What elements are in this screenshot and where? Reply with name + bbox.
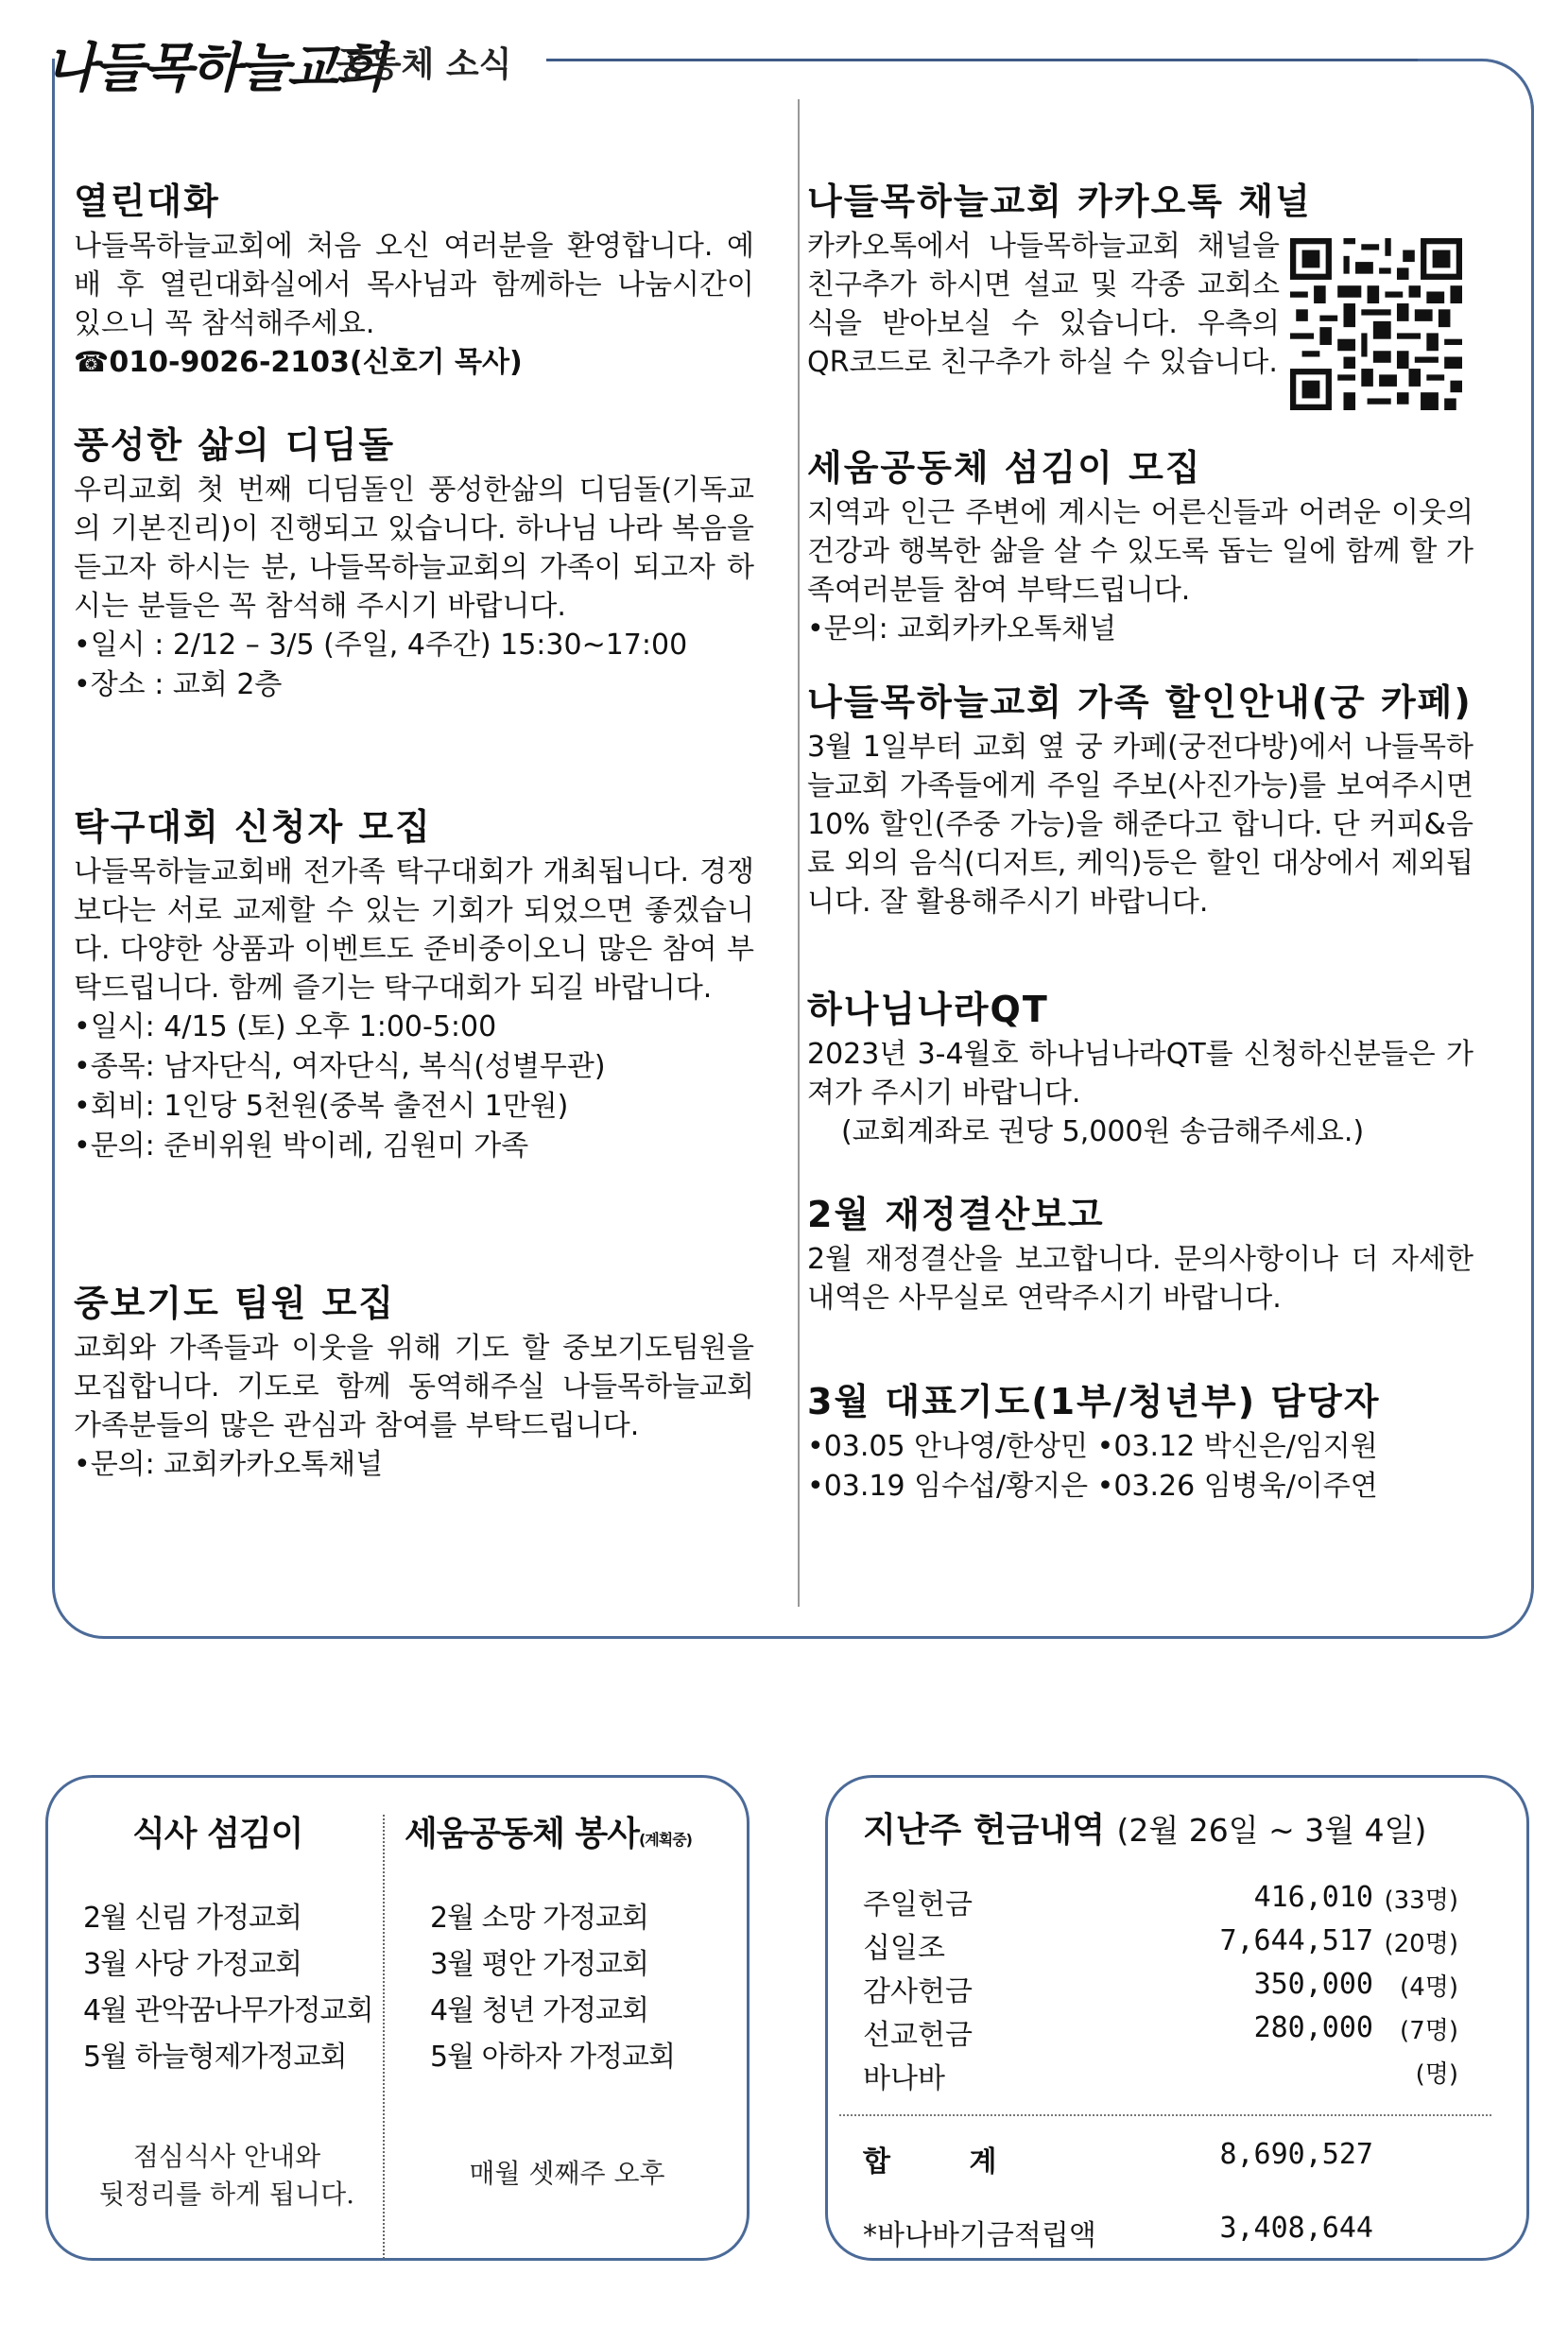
box-divider — [383, 1815, 385, 2259]
bullet-item: •문의: 교회카카오톡채널 — [807, 612, 1117, 646]
bullet-item: •일시: 4/15 (토) 오후 1:00-5:00 — [74, 1010, 497, 1043]
section-body: 교회와 가족들과 이웃을 위해 기도 할 중보기도팀원을 모집합니다. 기도로 함께 동역해주실 나들목하늘교회 가족분들의 많은 관심과 참여를 부탁드립니다. — [74, 1332, 754, 1442]
total-label: 합 계 — [863, 2145, 997, 2179]
section-open-talk — [74, 180, 754, 383]
section-body: 카카오톡에서 나들목하늘교회 채널을 친구추가 하시면 설교 및 각종 교회소식을 받아보실 수 있습니다. 우측의 QR코드로 친구추가 하실 수 있습니다. — [807, 230, 1280, 379]
section-cafe-discount — [807, 681, 1473, 922]
section-body: 2023년 3-4월호 하나님나라QT를 신청하신분들은 가져가 주시기 바랍니다. — [807, 1038, 1473, 1110]
meal-list — [83, 1895, 372, 2080]
bullet-item: •장소 : 교회 2층 — [74, 668, 283, 701]
section-body: 3월 1일부터 교회 옆 궁 카페(궁전다방)에서 나들목하늘교회 가족들에게 주일 주보(사진가능)를 보여주시면10% 할인(주중 가능)을 해준다고 합니다. 단 커피&음료 외의 음식(디저트, 케익)등은 할인 대상에서 제외됩니다. 잘 활용해주시기 바랍니다. — [807, 731, 1473, 919]
service-title-small: (계획중) — [638, 1831, 692, 1849]
bullet-item: •문의: 준비위원 박이레, 김원미 가족 — [74, 1129, 529, 1163]
bullet-item: •일시 : 2/12 – 3/5 (주일, 4주간) 15:30~17:00 — [74, 629, 688, 662]
meal-note — [85, 2138, 369, 2214]
offering-period: (2월 26일 ~ 3월 4일) — [1116, 1812, 1427, 1849]
section-title: 2월 재정결산보고 — [807, 1194, 1105, 1235]
header-subtitle: 공동체 소식 — [336, 45, 512, 84]
offering-row — [863, 1924, 1506, 1968]
section-table-tennis — [74, 805, 754, 1166]
note-line: 점심식사 안내와 — [132, 2141, 321, 2172]
section-title: 중보기도 팀원 모집 — [74, 1283, 396, 1324]
row-value: 416,010 — [1253, 1881, 1373, 1914]
row-count: (20명) — [1384, 1930, 1458, 1958]
offering-title-text: 지난주 헌금내역 — [863, 1811, 1105, 1850]
row-name: 주일헌금 — [863, 1888, 973, 1921]
section-title: 세움공동체 섬김이 모집 — [807, 447, 1202, 489]
section-title: 하나님나라QT — [807, 989, 1049, 1030]
section-title: 열린대화 — [74, 181, 220, 222]
section-body: 우리교회 첫 번째 디딤돌인 풍성한삶의 디딤돌(기독교의 기본진리)이 진행되고 있습니다. 하나님 나라 복음을 듣고자 하시는 분, 나들목하늘교회의 가족이 되고자 하시는 분들은 꼭 참석해 주시기 바랍니다. — [74, 474, 754, 623]
meal-title: 식사 섬김이 — [132, 1815, 303, 1853]
offering-row — [863, 1881, 1506, 1924]
offering-total-row — [863, 2138, 1506, 2181]
section-title: 나들목하늘교회 가족 할인안내(궁 카페) — [807, 681, 1473, 723]
service-note: 매월 셋째주 오후 — [469, 2158, 665, 2189]
section-volunteer-recruit — [807, 446, 1473, 649]
contact-phone: ☎010-9026-2103(신호기 목사) — [74, 346, 523, 379]
section-body: 2월 재정결산을 보고합니다. 문의사항이나 더 자세한 내역은 사무실로 연락주시기 바랍니다. — [807, 1243, 1473, 1315]
list-item: 3월 평안 가정교회 — [430, 1948, 649, 1981]
offering-title — [863, 1803, 1426, 1852]
bullet-item: •03.19 임수섭/황지은 •03.26 임병욱/이주연 — [807, 1470, 1378, 1503]
section-body: 나들목하늘교회배 전가족 탁구대회가 개최됩니다. 경쟁보다는 서로 교제할 수 있는 기회가 되었으면 좋겠습니다. 다양한 상품과 이벤트도 준비중이오니 많은 참여 부탁드립니다. 함께 즐기는 탁구대회가 되길 바랍니다. — [74, 855, 754, 1005]
offering-row — [863, 1968, 1506, 2011]
row-value: 7,644,517 — [1219, 1924, 1373, 1957]
row-count: (7명) — [1400, 2017, 1458, 2045]
section-prayer-schedule — [807, 1380, 1473, 1507]
section-body: 지역과 인근 주변에 계시는 어른신들과 어려운 이웃의 건강과 행복한 삶을 살 수 있도록 돕는 일에 함께 할 가족여러분들 참여 부탁드립니다. — [807, 496, 1473, 607]
bullet-item: •03.05 안나영/한상민 •03.12 박신은/임지원 — [807, 1430, 1378, 1463]
list-item: 3월 사당 가정교회 — [83, 1948, 302, 1981]
service-list — [430, 1895, 675, 2080]
qr-code-icon[interactable] — [1290, 238, 1462, 410]
bullet-item: •회비: 1인당 5천원(중복 출전시 1만원) — [74, 1090, 569, 1123]
bullet-item: •종목: 남자단식, 여자단식, 복식(성별무관) — [74, 1050, 606, 1083]
note-line: 뒷정리를 하게 됩니다. — [98, 2179, 355, 2210]
offering-row — [863, 2011, 1506, 2055]
list-item: 4월 관악꿈나무가정교회 — [83, 1994, 373, 2027]
row-count: (33명) — [1384, 1886, 1458, 1915]
column-divider — [798, 99, 800, 1607]
list-item: 5월 하늘형제가정교회 — [83, 2041, 347, 2074]
row-count: (4명) — [1400, 1973, 1458, 2002]
section-finance-report — [807, 1193, 1473, 1318]
offering-fund-row — [863, 2212, 1506, 2255]
section-title: 나들목하늘교회 카카오톡 채널 — [807, 181, 1312, 222]
section-prayer-team — [74, 1282, 754, 1485]
section-title: 풍성한 삶의 디딤돌 — [74, 424, 396, 466]
fund-label: *바나바기금적립액 — [863, 2219, 1096, 2252]
row-name: 감사헌금 — [863, 1975, 973, 2008]
list-item: 5월 아하자 가정교회 — [430, 2041, 675, 2074]
section-qt — [807, 988, 1473, 1152]
row-name: 선교헌금 — [863, 2019, 973, 2052]
offering-separator — [839, 2114, 1491, 2116]
section-title: 3월 대표기도(1부/청년부) 담당자 — [807, 1381, 1381, 1422]
church-logo: 나들목하늘교회 — [45, 37, 384, 99]
total-value: 8,690,527 — [1219, 2138, 1373, 2171]
row-name: 바나바 — [863, 2062, 945, 2095]
fund-value: 3,408,644 — [1219, 2212, 1373, 2245]
row-name: 십일조 — [863, 1932, 945, 1965]
main-frame-corner — [1418, 59, 1534, 134]
section-body: 나들목하늘교회에 처음 오신 여러분을 환영합니다. 예배 후 열린대화실에서 목사님과 함께하는 나눔시간이 있으니 꼭 참석해주세요. — [74, 230, 754, 340]
section-kakao-channel — [807, 180, 1473, 382]
list-item: 2월 소망 가정교회 — [430, 1902, 649, 1935]
bullet-item: •문의: 교회카카오톡채널 — [74, 1448, 384, 1481]
offering-row — [863, 2055, 1506, 2098]
section-stepping-stone — [74, 423, 754, 705]
section-title: 탁구대회 신청자 모집 — [74, 806, 432, 848]
service-title-text: 세움공동체 봉사 — [405, 1815, 639, 1853]
list-item: 2월 신림 가정교회 — [83, 1902, 302, 1935]
service-title — [405, 1807, 692, 1855]
list-item: 4월 청년 가정교회 — [430, 1994, 649, 2027]
section-note: (교회계좌로 권당 5,000원 송금해주세요.) — [841, 1115, 1365, 1148]
row-count: (명) — [1415, 2060, 1458, 2089]
row-value: 350,000 — [1253, 1968, 1373, 2001]
row-value: 280,000 — [1253, 2011, 1373, 2044]
